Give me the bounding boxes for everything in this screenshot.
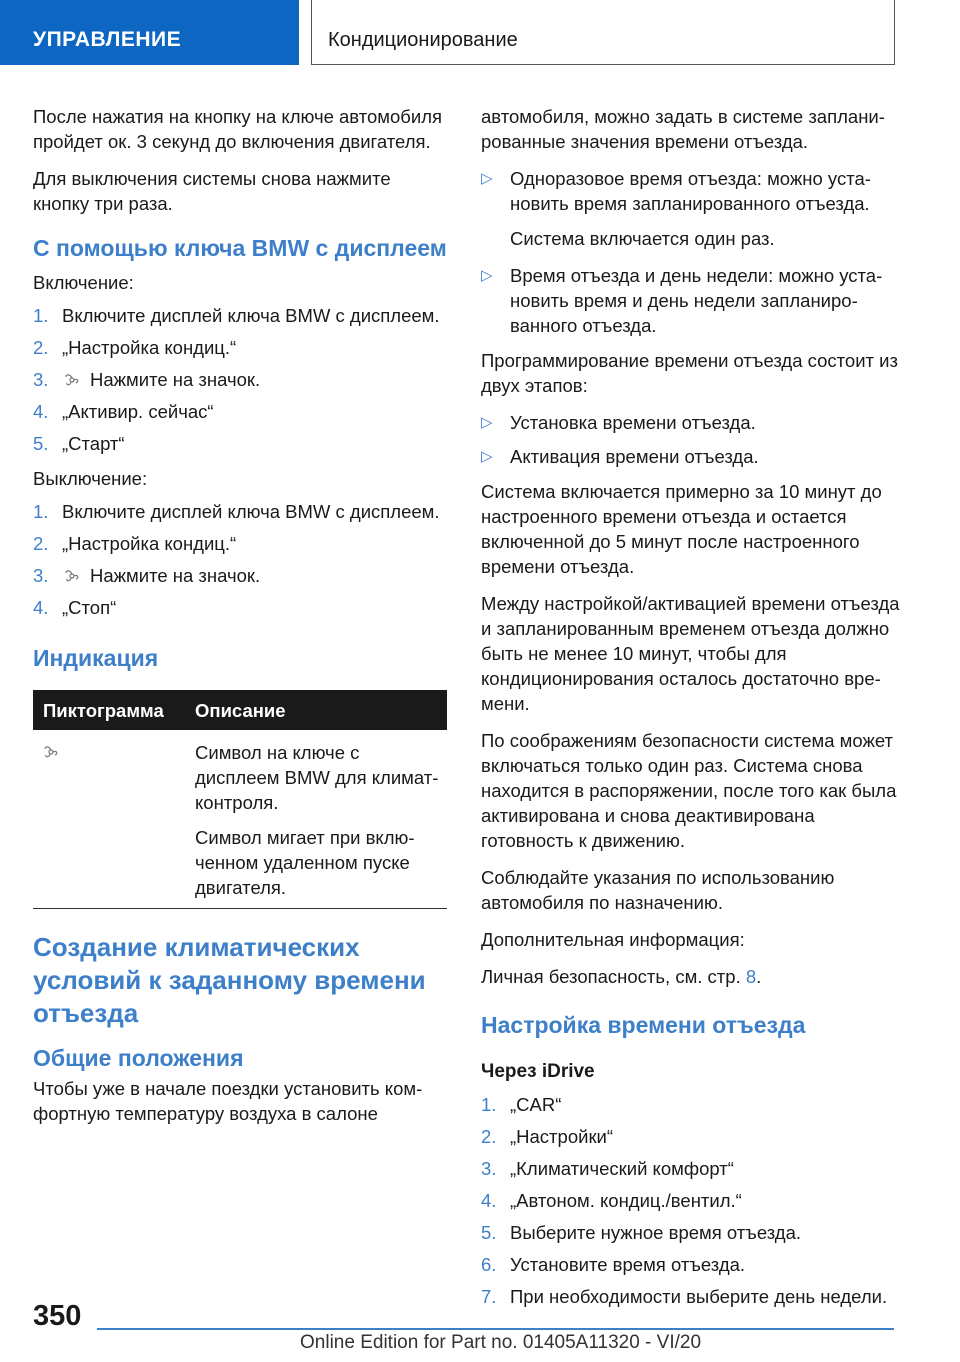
list-item xyxy=(481,1092,901,1117)
list-item xyxy=(33,595,447,620)
step-text: Включите дисплей ключа BMW с дисплеем. xyxy=(62,501,440,522)
list-item xyxy=(481,1188,901,1213)
off-steps xyxy=(33,499,447,620)
table-cell-icon xyxy=(33,730,187,909)
list-item xyxy=(481,1124,901,1149)
step-number: 3. xyxy=(33,369,49,390)
triangle-icon: ▷ xyxy=(481,414,493,431)
fan-icon xyxy=(62,373,82,387)
step-text: При необходимости выберите день недели. xyxy=(510,1286,888,1307)
page-reference-link[interactable]: 8 xyxy=(745,966,757,987)
list-item xyxy=(33,531,447,556)
bullet-list xyxy=(481,410,901,469)
step-number: 5. xyxy=(33,433,49,454)
table-header-row xyxy=(33,690,447,730)
step-text: Нажмите на значок. xyxy=(90,565,261,586)
step-text: Выберите нужное время отъезда. xyxy=(510,1222,801,1243)
on-steps xyxy=(33,303,447,456)
heading-set-departure: Настройка времени отъезда xyxy=(481,1012,806,1038)
step-text: „Климатический комфорт“ xyxy=(510,1158,734,1179)
list-item xyxy=(481,1284,901,1309)
list-item xyxy=(481,444,901,469)
reference-text: Личная безопасность, см. стр. xyxy=(481,966,741,987)
step-text: Включите дисплей ключа BMW с дисплеем. xyxy=(62,305,440,326)
list-item xyxy=(33,367,447,392)
off-label: Выключение: xyxy=(33,468,148,489)
step-text: „Настройка кондиц.“ xyxy=(62,533,237,554)
triangle-icon: ▷ xyxy=(481,267,493,284)
step-number: 2. xyxy=(33,533,49,554)
step-number: 6. xyxy=(481,1254,497,1275)
heading-idrive: Через iDrive xyxy=(481,1061,595,1082)
heading-indication: Индикация xyxy=(33,645,159,671)
heading-create-climate: Создание климатических условий к заданному времени отъезда xyxy=(33,932,426,1028)
footer-edition: Online Edition for Part no. 01405A11320 - VI/20 xyxy=(300,1332,702,1353)
step-text: „Настройки“ xyxy=(510,1126,614,1147)
table-row xyxy=(33,730,447,909)
step-number: 1. xyxy=(33,305,49,326)
bullet-text: Время отъезда и день недели: можно установить время и день недели запланированного отъезда. xyxy=(510,265,883,336)
list-item xyxy=(33,563,447,588)
paragraph: автомобиля, можно задать в системе запланированные значения времени отъезда. xyxy=(481,106,885,152)
fan-icon xyxy=(62,569,82,583)
list-item xyxy=(481,1252,901,1277)
paragraph: Дополнительная информация: xyxy=(481,929,745,950)
list-item xyxy=(481,166,901,216)
step-number: 3. xyxy=(33,565,49,586)
step-number: 5. xyxy=(481,1222,497,1243)
list-item xyxy=(481,263,901,338)
list-item xyxy=(33,303,447,328)
triangle-icon: ▷ xyxy=(481,170,493,187)
reference-end: . xyxy=(756,966,762,987)
section-title: УПРАВЛЕНИЕ xyxy=(33,28,182,51)
list-item xyxy=(481,1220,901,1245)
paragraph: Между настройкой/активацией времени отъезда и запланированным временем отъезда должно быть не менее 10 минут, чтобы для кондиционирования осталось достаточно времени. xyxy=(481,593,900,714)
step-text: Нажмите на значок. xyxy=(90,369,261,390)
bullet-list xyxy=(481,263,901,338)
fan-icon xyxy=(41,745,61,759)
chapter-tab xyxy=(311,0,895,65)
left-column xyxy=(33,104,447,1138)
table-cell-description xyxy=(187,730,447,909)
step-number: 7. xyxy=(481,1286,497,1307)
chapter-title: Кондиционирование xyxy=(328,29,518,51)
bullet-list xyxy=(481,166,901,216)
section-tab xyxy=(0,0,299,65)
paragraph: Соблюдайте указания по использованию автомобиля по назначению. xyxy=(481,867,835,913)
step-number: 3. xyxy=(481,1158,497,1179)
step-text: Установите время отъезда. xyxy=(510,1254,746,1275)
step-number: 2. xyxy=(481,1126,497,1147)
bullet-text: Установка времени отъезда. xyxy=(510,412,756,433)
list-item xyxy=(481,1156,901,1181)
paragraph: Система включается примерно за 10 минут до настроенного времени отъезда и остается включенной до 5 минут после настроенного времени отъезда. xyxy=(481,481,882,577)
step-number: 4. xyxy=(33,401,49,422)
paragraph xyxy=(481,964,901,989)
step-text: „Настройка кондиц.“ xyxy=(62,337,237,358)
step-number: 1. xyxy=(481,1094,497,1115)
description-text: Символ на ключе с дисплеем BMW для климат-контроля. xyxy=(195,742,439,813)
description-text: Символ мигает при включенном удаленном пуске двигателя. xyxy=(195,827,415,898)
step-number: 4. xyxy=(481,1190,497,1211)
footer-divider xyxy=(97,1328,894,1330)
paragraph: После нажатия на кнопку на ключе автомобиля пройдет ок. 3 секунд до включения двигателя. xyxy=(33,106,443,152)
heading-general: Общие положения xyxy=(33,1045,244,1071)
paragraph: По соображениям безопасности система может включаться только один раз. Система снова находится в распоряжении, после того как была активирована и снова деактивирована готовность к движению. xyxy=(481,730,897,851)
paragraph: Для выключения системы снова нажмите кнопку три раза. xyxy=(33,168,391,214)
pictogram-table xyxy=(33,690,447,909)
paragraph: Чтобы уже в начале поездки установить комфортную температуру воздуха в салоне xyxy=(33,1078,423,1124)
step-text: „CAR“ xyxy=(510,1094,562,1115)
list-item xyxy=(33,399,447,424)
table-header-pictogram: Пиктограмма xyxy=(33,690,187,730)
page-number: 350 xyxy=(33,1300,82,1332)
step-text: „Активир. сейчас“ xyxy=(62,401,214,422)
list-item xyxy=(33,335,447,360)
step-number: 4. xyxy=(33,597,49,618)
triangle-icon: ▷ xyxy=(481,448,493,465)
step-text: „Автоном. кондиц./вентил.“ xyxy=(510,1190,742,1211)
on-label: Включение: xyxy=(33,272,134,293)
bullet-text: Активация времени отъезда. xyxy=(510,446,759,467)
paragraph: Система включается один раз. xyxy=(510,228,775,249)
list-item xyxy=(33,499,447,524)
right-column xyxy=(481,104,901,1319)
bullet-text: Одноразовое время отъезда: можно установить время запланированного отъезда. xyxy=(510,168,871,214)
idrive-steps xyxy=(481,1092,901,1309)
list-item xyxy=(481,410,901,435)
paragraph: Программирование времени отъезда состоит из двух этапов: xyxy=(481,350,898,396)
step-number: 1. xyxy=(33,501,49,522)
list-item xyxy=(33,431,447,456)
heading-key-display: С помощью ключа BMW с дисплеем xyxy=(33,235,447,261)
step-text: „Стоп“ xyxy=(62,597,117,618)
step-text: „Старт“ xyxy=(62,433,125,454)
table-header-description: Описание xyxy=(187,690,447,730)
step-number: 2. xyxy=(33,337,49,358)
